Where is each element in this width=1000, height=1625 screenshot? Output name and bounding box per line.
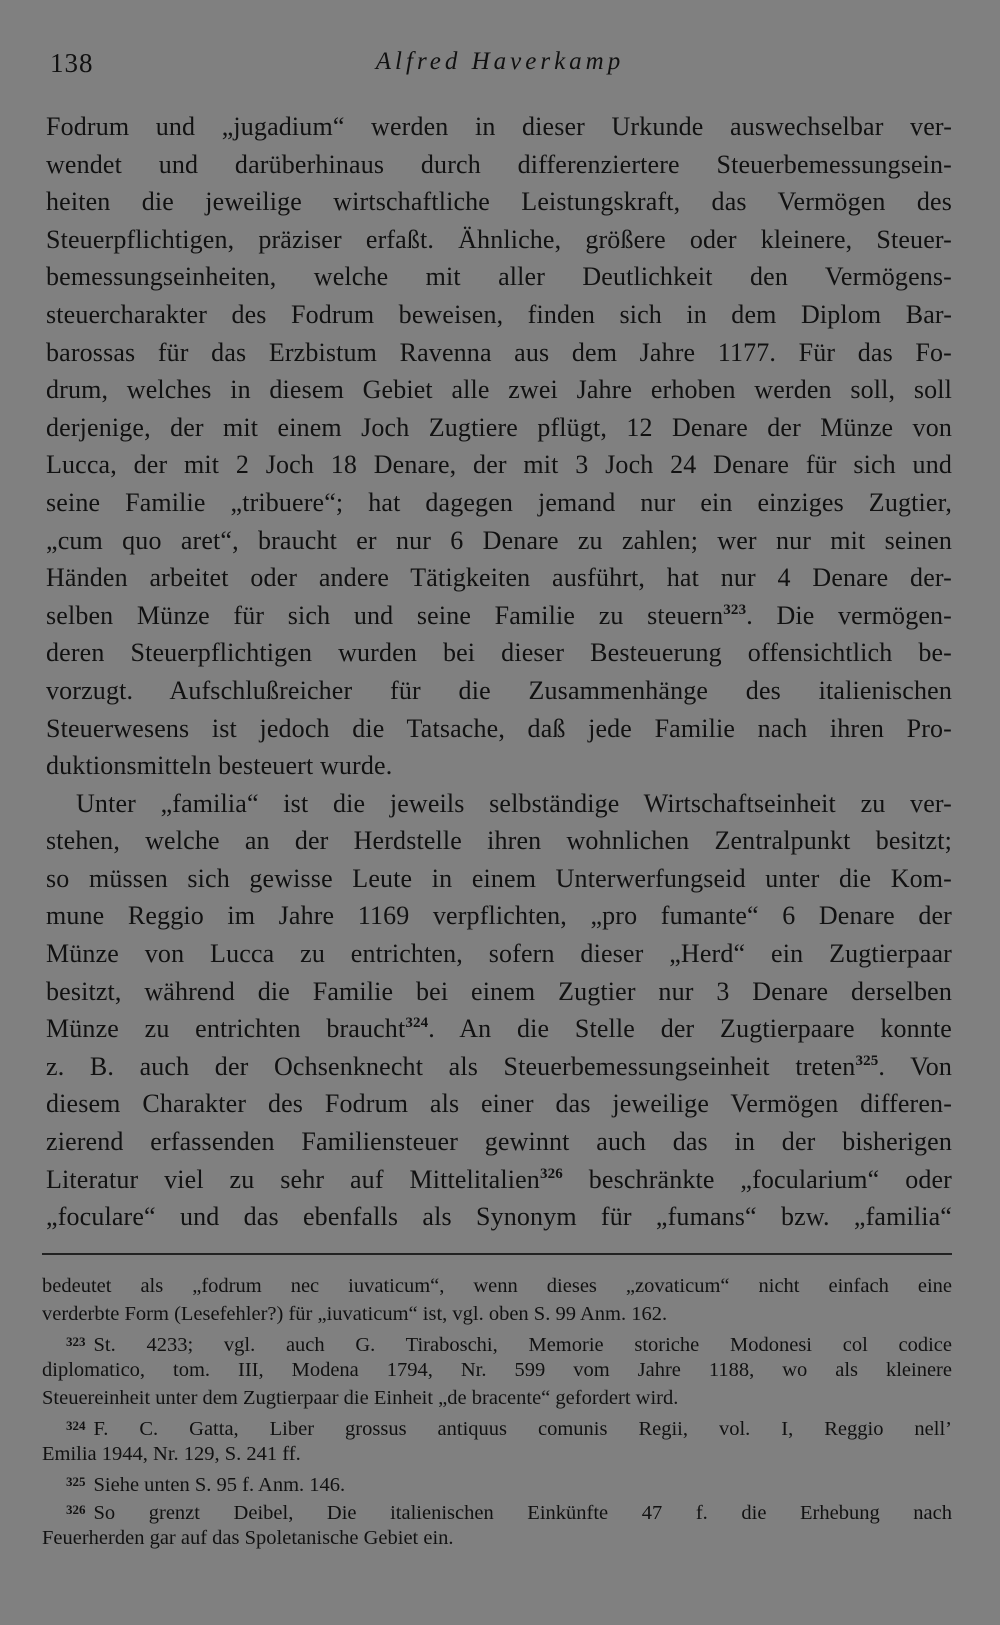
footnote-number: 326 [66,1502,86,1517]
paragraph-1 [46,108,952,785]
footnotes [42,1272,952,1552]
footnote-323 [42,1328,952,1356]
text-segment: . Die vermögen- [746,600,952,630]
page-number: 138 [50,48,94,78]
text-line: „cum quo aret“, braucht er nur 6 Denare zu zahlen; wer nur mit seinen [46,525,952,555]
footnote-text: St. 4233; vgl. auch G. Tiraboschi, Memorie storiche Modonesi col codice [93,1334,952,1356]
text-line: Münze von Lucca zu entrichten, sofern dieser „Herd“ ein Zugtierpaar [46,939,952,969]
text-line: zierend erfassenden Familiensteuer gewinnt auch das in der bisherigen [46,1127,952,1157]
footnote-text: F. C. Gatta, Liber grossus antiquus comunis Regii, vol. I, Reggio nell’ [93,1418,952,1440]
text-segment: . Von [878,1051,952,1081]
footnote-ref-326[interactable]: 326 [539,1165,563,1182]
main-text [46,108,952,1236]
footnote-text: So grenzt Deibel, Die italienischen Einkünfte 47 f. die Erhebung nach [93,1502,952,1524]
text-line: mune Reggio im Jahre 1169 verpflichten, „pro fumante“ 6 Denare der [46,901,952,931]
text-line [46,1048,952,1086]
page-header [50,48,950,88]
text-line: Steuerwesens ist jedoch die Tatsache, daß jede Familie nach ihren Pro- [46,713,952,743]
text-segment: . An die Stelle der Zugtierpaare konnte [428,1014,953,1044]
footnote-324 [42,1412,952,1440]
text-line: diesem Charakter des Fodrum als einer das jeweilige Vermögen differen- [46,1089,952,1119]
text-line: Händen arbeitet oder andere Tätigkeiten ausführt, hat nur 4 Denare der- [46,563,952,593]
text-line: Steuerpflichtigen, präziser erfaßt. Ähnliche, größere oder kleinere, Steuer- [46,224,952,254]
text-line: bemessungseinheiten, welche mit aller Deutlichkeit den Vermögens- [46,262,952,292]
paragraph-2 [46,785,952,1236]
text-line: derjenige, der mit einem Joch Zugtiere pflügt, 12 Denare der Münze von [46,412,952,442]
text-line: so müssen sich gewisse Leute in einem Unterwerfungseid unter die Kom- [46,863,952,893]
text-line: wendet und darüberhinaus durch differenziertere Steuerbemessungsein- [46,149,952,179]
footnote-325 [42,1468,952,1496]
text-line: stehen, welche an der Herdstelle ihren wohnlichen Zentralpunkt besitzt; [46,826,952,856]
footnote-326 [42,1496,952,1524]
text-segment: z. B. auch der Ochsenknecht als Steuerbemessungseinheit treten [46,1051,856,1081]
footnote-line: diplomatico, tom. III, Modena 1794, Nr. 599 vom Jahre 1188, wo als kleinere [42,1359,952,1381]
text-line [46,1010,952,1048]
text-line [46,597,952,635]
text-line: Fodrum und „jugadium“ werden in dieser Urkunde auswechselbar ver- [46,112,952,141]
footnote-number: 325 [66,1474,86,1489]
footnote-separator [42,1253,952,1255]
text-line: barossas für das Erzbistum Ravenna aus dem Jahre 1177. Für das Fo- [46,337,952,367]
text-line: „foculare“ und das ebenfalls als Synonym für „fumans“ bzw. „familia“ [46,1202,952,1232]
text-line: besitzt, während die Familie bei einem Zugtier nur 3 Denare derselben [46,976,952,1006]
footnote-line: Steuereinheit unter dem Zugtierpaar die Einheit „de bracente“ gefordert wird. [42,1387,679,1409]
footnote-ref-325[interactable]: 325 [855,1052,879,1069]
footnote-number: 324 [66,1418,86,1433]
text-line: duktionsmitteln besteuert wurde. [46,751,393,781]
text-segment: Münze zu entrichten braucht [46,1014,406,1044]
text-line: steuercharakter des Fodrum beweisen, finden sich in dem Diplom Bar- [46,299,952,329]
text-line: drum, welches in diesem Gebiet alle zwei Jahre erhoben werden soll, soll [46,375,952,405]
footnote-line: Feuerherden gar auf das Spoletanische Gebiet ein. [42,1527,454,1549]
text-segment: beschränkte „focularium“ oder [562,1164,952,1194]
text-line: Unter „familia“ ist die jeweils selbständige Wirtschaftseinheit zu ver- [76,788,952,818]
running-head: Alfred Haverkamp [375,48,625,75]
footnote-ref-323[interactable]: 323 [723,601,747,618]
footnote-text: Siehe unten S. 95 f. Anm. 146. [93,1474,346,1496]
text-line: heiten die jeweilige wirtschaftliche Leistungskraft, das Vermögen des [46,187,952,217]
text-segment: Literatur viel zu sehr auf Mittelitalien [46,1164,540,1194]
footnote-ref-324[interactable]: 324 [405,1015,429,1032]
text-line [46,1161,952,1199]
footnote-number: 323 [66,1334,86,1349]
footnote-continuation-line: verderbte Form (Lesefehler?) für „iuvaticum“ ist, vgl. oben S. 99 Anm. 162. [42,1303,668,1325]
text-line: Lucca, der mit 2 Joch 18 Denare, der mit 3 Joch 24 Denare für sich und [46,450,952,480]
text-line: vorzugt. Aufschlußreicher für die Zusammenhänge des italienischen [46,675,952,705]
footnote-line: Emilia 1944, Nr. 129, S. 241 ff. [42,1443,301,1465]
text-segment: selben Münze für sich und seine Familie zu steuern [46,600,724,630]
footnote-continuation-line: bedeutet als „fodrum nec iuvaticum“, wenn dieses „zovaticum“ nicht einfach eine [42,1275,952,1297]
text-line: deren Steuerpflichtigen wurden bei dieser Besteuerung offensichtlich be- [46,638,952,668]
text-line: seine Familie „tribuere“; hat dagegen jemand nur ein einziges Zugtier, [46,487,952,517]
